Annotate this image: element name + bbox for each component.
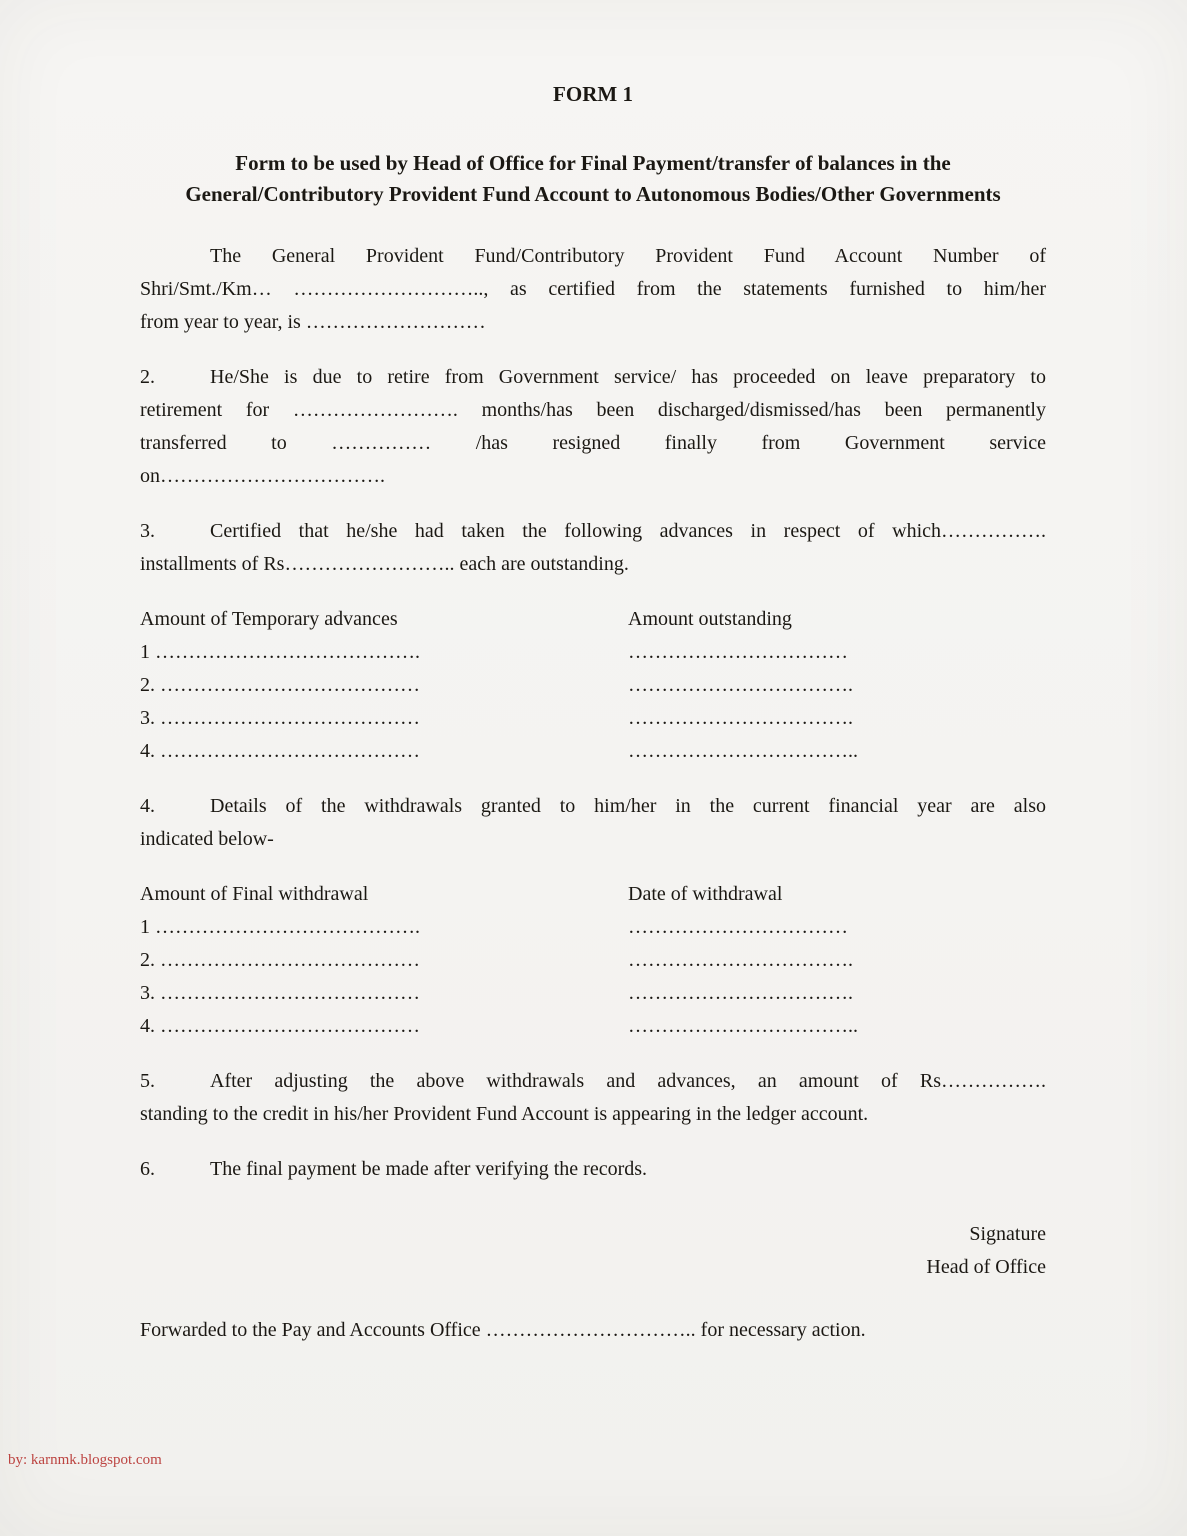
advances-right-rows <box>628 636 1046 768</box>
item-number: 3. <box>140 520 155 542</box>
text-line: Signature <box>969 1223 1046 1245</box>
text-line: indicated below- <box>140 828 274 850</box>
item-number: 5. <box>140 1070 155 1092</box>
intro-paragraph <box>140 240 1046 339</box>
text-line: on……………………………. <box>140 465 385 487</box>
withdrawal-amount-column <box>140 878 628 1043</box>
item-number: 6. <box>140 1158 155 1180</box>
form-heading <box>140 148 1046 210</box>
final-withdrawal-table <box>140 878 1046 1043</box>
item-paragraph-3 <box>140 515 1046 581</box>
text-line: 2. ………………………………… <box>140 674 420 696</box>
advances-amount-column <box>140 603 628 768</box>
text-line: 3. Certified that he/she had taken the following advances in respect of which……………. <box>140 515 1046 548</box>
text-line: ……………………………. <box>628 674 853 696</box>
advances-right-header: Amount outstanding <box>628 608 792 630</box>
text-line: The General Provident Fund/Contributory Provident Fund Account Number of <box>210 245 1046 267</box>
text-line: 3. ………………………………… <box>140 982 420 1004</box>
text-line: 1 …………………………………. <box>140 916 420 938</box>
text-line: …………………………… <box>628 641 848 663</box>
withdrawal-right-header: Date of withdrawal <box>628 883 783 905</box>
text-line: 1 …………………………………. <box>140 641 420 663</box>
item-paragraph-5 <box>140 1065 1046 1131</box>
text-line: installments of Rs…………………….. each are outstanding. <box>140 553 629 575</box>
withdrawal-left-header: Amount of Final withdrawal <box>140 883 369 905</box>
text-line: 6. The final payment be made after verifying the records. <box>140 1153 1046 1186</box>
text-line: 4. ………………………………… <box>140 740 420 762</box>
text-line: ……………………………. <box>628 707 853 729</box>
forwarded-note: Forwarded to the Pay and Accounts Office ………………………….. for necessary action. <box>140 1319 866 1341</box>
text-line: Head of Office <box>926 1256 1046 1278</box>
item-number: 4. <box>140 795 155 817</box>
advances-left-rows <box>140 636 628 768</box>
signature-block <box>140 1218 1046 1284</box>
text-line: 4. Details of the withdrawals granted to him/her in the current financial year are also <box>140 790 1046 823</box>
text-line: 2. He/She is due to retire from Government service/ has proceeded on leave preparatory to <box>140 361 1046 394</box>
text-line: transferred to …………… /has resigned finally from Government service <box>140 432 1046 454</box>
withdrawal-right-rows <box>628 911 1046 1043</box>
text-line: ……………………………. <box>628 949 853 971</box>
item-number: 2. <box>140 366 155 388</box>
text-line: Form to be used by Head of Office for Final Payment/transfer of balances in the <box>235 151 951 175</box>
withdrawal-left-rows <box>140 911 628 1043</box>
watermark-credit: by: karnmk.blogspot.com <box>8 1452 162 1468</box>
text-line: …………………………….. <box>628 1015 858 1037</box>
text-line: 4. ………………………………… <box>140 1015 420 1037</box>
item-paragraph-4 <box>140 790 1046 856</box>
advances-left-header: Amount of Temporary advances <box>140 608 398 630</box>
text-line: standing to the credit in his/her Provident Fund Account is appearing in the ledger account. <box>140 1103 869 1125</box>
text-line: …………………………… <box>628 916 848 938</box>
advances-outstanding-column <box>628 603 1046 768</box>
temporary-advances-table <box>140 603 1046 768</box>
item-paragraph-2 <box>140 361 1046 493</box>
withdrawal-date-column <box>628 878 1046 1043</box>
text-line: 3. ………………………………… <box>140 707 420 729</box>
form-title: FORM 1 <box>553 82 633 106</box>
item-paragraph-6 <box>140 1153 1046 1186</box>
text-line: 5. After adjusting the above withdrawals and advances, an amount of Rs……………. <box>140 1065 1046 1098</box>
text-line: retirement for ……………………. months/has been discharged/dismissed/has been permanently <box>140 399 1046 421</box>
text-line: 2. ………………………………… <box>140 949 420 971</box>
text-line: General/Contributory Provident Fund Account to Autonomous Bodies/Other Governments <box>185 182 1001 206</box>
text-line: from year to year, is ……………………… <box>140 311 486 333</box>
text-line: Shri/Smt./Km… ……………………….., as certified from the statements furnished to him/her <box>140 278 1046 300</box>
text-line: …………………………….. <box>628 740 858 762</box>
text-line: ……………………………. <box>628 982 853 1004</box>
